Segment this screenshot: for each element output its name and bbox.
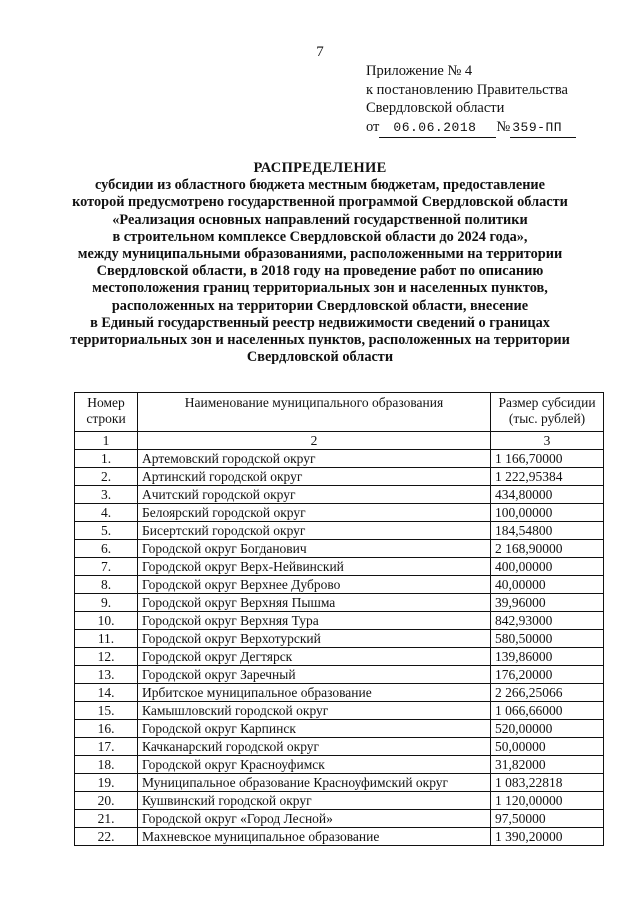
table-row <box>75 792 604 810</box>
table-row <box>75 684 604 702</box>
table-row <box>75 648 604 666</box>
subsidy-amount: 400,00000 <box>491 558 604 576</box>
subsidy-amount: 1 066,66000 <box>491 702 604 720</box>
header-amount <box>491 393 604 432</box>
subsidy-amount: 39,96000 <box>491 594 604 612</box>
table-row <box>75 810 604 828</box>
title-line: в строительном комплексе Свердловской области до 2024 года», <box>112 228 528 245</box>
table-row <box>75 468 604 486</box>
subsidy-amount: 176,20000 <box>491 666 604 684</box>
municipality-name: Городской округ «Город Лесной» <box>138 810 491 828</box>
row-number: 11. <box>75 630 138 648</box>
appendix-line-2: к постановлению Правительства <box>366 81 568 98</box>
table-row <box>75 504 604 522</box>
appendix-line-3: Свердловской области <box>366 100 505 116</box>
table-row <box>75 486 604 504</box>
row-number: 17. <box>75 738 138 756</box>
municipality-name: Ирбитское муниципальное образование <box>138 684 491 702</box>
municipality-name: Городской округ Заречный <box>138 666 491 684</box>
row-number: 12. <box>75 648 138 666</box>
row-number: 10. <box>75 612 138 630</box>
row-number: 1. <box>75 450 138 468</box>
table-row <box>75 576 604 594</box>
table-row <box>75 828 604 846</box>
decree-number: 359-ПП <box>512 119 563 135</box>
municipality-name: Качканарский городской округ <box>138 738 491 756</box>
subsidy-amount: 100,00000 <box>491 504 604 522</box>
subsidy-amount: 1 222,95384 <box>491 468 604 486</box>
number-label: № <box>496 118 511 135</box>
subsidy-amount: 1 166,70000 <box>491 450 604 468</box>
subsidy-amount: 1 120,00000 <box>491 792 604 810</box>
header-amount-line1: Размер субсидии <box>498 395 596 410</box>
from-label: от <box>366 118 380 135</box>
header-row-number-line2: строки <box>86 411 126 426</box>
subsidy-amount: 842,93000 <box>491 612 604 630</box>
row-number: 2. <box>75 468 138 486</box>
municipality-name: Городской округ Карпинск <box>138 720 491 738</box>
subsidy-amount: 31,82000 <box>491 756 604 774</box>
column-number-row <box>75 432 604 450</box>
column-number: 3 <box>491 432 604 450</box>
municipality-name: Городской округ Красноуфимск <box>138 756 491 774</box>
municipality-name: Муниципальное образование Красноуфимский округ <box>138 774 491 792</box>
table-header-row <box>75 393 604 432</box>
subsidy-amount: 1 390,20000 <box>491 828 604 846</box>
municipality-name: Городской округ Дегтярск <box>138 648 491 666</box>
table-row <box>75 558 604 576</box>
municipality-name: Городской округ Верхняя Пышма <box>138 594 491 612</box>
page-number: 7 <box>316 44 324 60</box>
row-number: 9. <box>75 594 138 612</box>
table-row <box>75 612 604 630</box>
appendix-date-line <box>366 118 576 139</box>
subsidy-amount: 580,50000 <box>491 630 604 648</box>
subsidy-amount: 2 168,90000 <box>491 540 604 558</box>
title-heading: РАСПРЕДЕЛЕНИЕ <box>253 160 387 176</box>
municipality-name: Городской округ Верхотурский <box>138 630 491 648</box>
municipality-name: Кушвинский городской округ <box>138 792 491 810</box>
title-line: расположенных на территории Свердловской области, внесение <box>111 297 529 314</box>
table-row <box>75 594 604 612</box>
appendix-block <box>366 62 576 138</box>
header-amount-line2: (тыс. рублей) <box>508 411 586 426</box>
header-municipality: Наименование муниципального образования <box>138 393 491 432</box>
subsidy-table <box>74 392 604 846</box>
row-number: 4. <box>75 504 138 522</box>
row-number: 15. <box>75 702 138 720</box>
title-line: которой предусмотрено государственной программой Свердловской области <box>72 194 568 211</box>
subsidy-amount: 1 083,22818 <box>491 774 604 792</box>
subsidy-amount: 520,00000 <box>491 720 604 738</box>
municipality-name: Махневское муниципальное образование <box>138 828 491 846</box>
row-number: 7. <box>75 558 138 576</box>
table-row <box>75 540 604 558</box>
municipality-name: Городской округ Верхнее Дуброво <box>138 576 491 594</box>
row-number: 6. <box>75 540 138 558</box>
municipality-name: Городской округ Верх-Нейвинский <box>138 558 491 576</box>
municipality-name: Артинский городской округ <box>138 468 491 486</box>
row-number: 8. <box>75 576 138 594</box>
subsidy-amount: 434,80000 <box>491 486 604 504</box>
subsidy-amount: 139,86000 <box>491 648 604 666</box>
appendix-line-1: Приложение № 4 <box>366 63 473 79</box>
row-number: 5. <box>75 522 138 540</box>
decree-date: 06.06.2018 <box>393 119 477 135</box>
municipality-name: Ачитский городской округ <box>138 486 491 504</box>
document-title <box>40 160 600 366</box>
subsidy-amount: 40,00000 <box>491 576 604 594</box>
municipality-name: Городской округ Богданович <box>138 540 491 558</box>
subsidy-amount: 184,54800 <box>491 522 604 540</box>
table-row <box>75 738 604 756</box>
title-line: между муниципальными образованиями, расположенными на территории <box>77 246 563 263</box>
header-row-number-line1: Номер <box>87 395 125 410</box>
table-row <box>75 720 604 738</box>
table-row <box>75 450 604 468</box>
column-number: 2 <box>138 432 491 450</box>
row-number: 20. <box>75 792 138 810</box>
municipality-name: Белоярский городской округ <box>138 504 491 522</box>
table-row <box>75 522 604 540</box>
title-line: Свердловской области <box>246 349 394 366</box>
title-line: субсидии из областного бюджета местным бюджетам, предоставление <box>94 177 546 194</box>
row-number: 13. <box>75 666 138 684</box>
municipality-name: Камышловский городской округ <box>138 702 491 720</box>
subsidy-amount: 50,00000 <box>491 738 604 756</box>
subsidy-amount: 97,50000 <box>491 810 604 828</box>
municipality-name: Артемовский городской округ <box>138 450 491 468</box>
title-line: местоположения границ территориальных зон и населенных пунктов, <box>92 280 548 297</box>
table-row <box>75 702 604 720</box>
title-line: территориальных зон и населенных пунктов, расположенных на территории <box>70 332 570 349</box>
title-line: Свердловской области, в 2018 году на проведение работ по описанию <box>96 263 544 280</box>
municipality-name: Городской округ Верхняя Тура <box>138 612 491 630</box>
municipality-name: Бисертский городской округ <box>138 522 491 540</box>
row-number: 22. <box>75 828 138 846</box>
row-number: 18. <box>75 756 138 774</box>
row-number: 16. <box>75 720 138 738</box>
row-number: 3. <box>75 486 138 504</box>
table-row <box>75 666 604 684</box>
row-number: 21. <box>75 810 138 828</box>
table-row <box>75 774 604 792</box>
title-line: «Реализация основных направлений государственной политики <box>112 211 528 228</box>
column-number: 1 <box>75 432 138 450</box>
row-number: 19. <box>75 774 138 792</box>
title-line: в Единый государственный реестр недвижимости сведений о границах <box>90 314 550 331</box>
header-row-number <box>75 393 138 432</box>
table-row <box>75 756 604 774</box>
table-row <box>75 630 604 648</box>
table-body <box>75 450 604 846</box>
subsidy-amount: 2 266,25066 <box>491 684 604 702</box>
row-number: 14. <box>75 684 138 702</box>
